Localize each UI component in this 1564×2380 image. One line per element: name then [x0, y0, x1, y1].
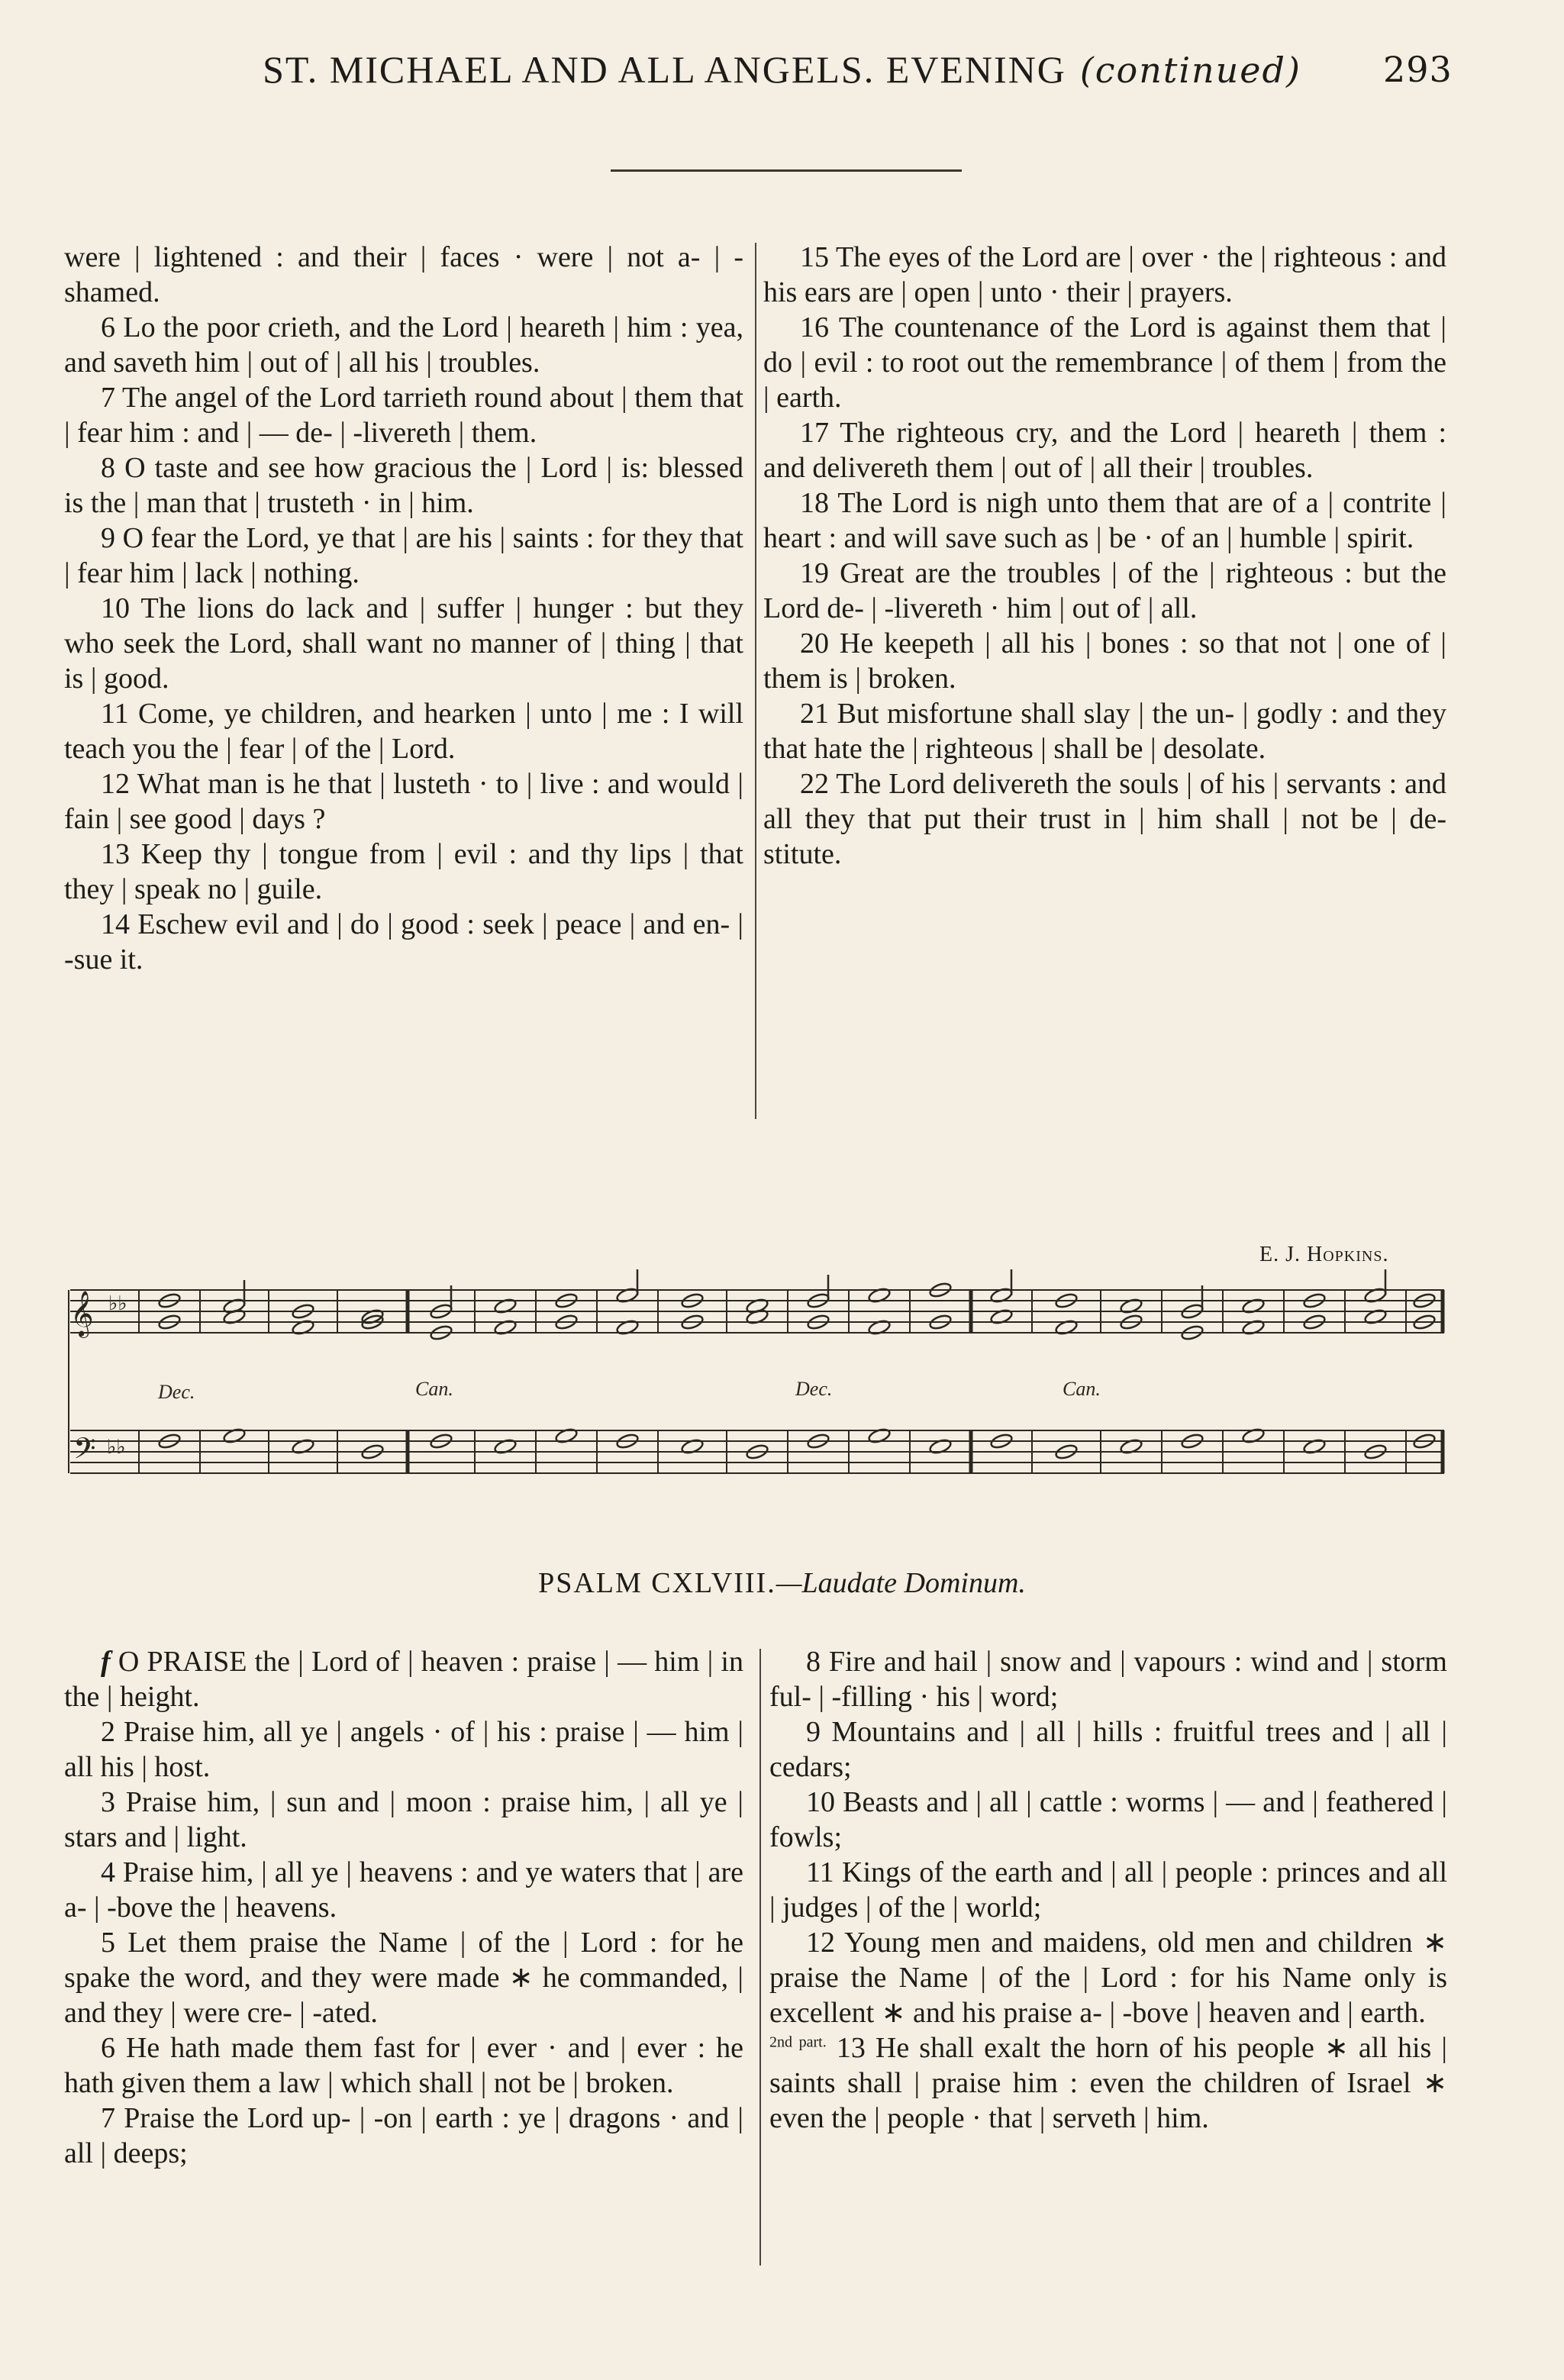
psalm-latin-title: —Laudate Dominum.: [776, 1567, 1026, 1599]
verse: 5 Let them praise the Name | of the | Lord : for he spake the word, and they were made ∗ he commanded, | and they | were cre- | -ated.: [64, 1927, 743, 2029]
psalm-number: PSALM CXLVIII.: [538, 1567, 776, 1599]
verse-text: 13 He shall exalt the horn of his people ∗ all his | saints shall | praise him : even the children of Israel ∗ even the | people · that | serveth | him.: [769, 2032, 1448, 2134]
verse: 11 Kings of the earth and | all | people : princes and all | judges | of the | world;: [769, 1856, 1447, 1924]
svg-text:𝄞: 𝄞: [70, 1291, 94, 1337]
verse: 17 The righteous cry, and the Lord | heareth | them : and delivereth them | out of | all their | troubles.: [763, 417, 1446, 484]
verse: 22 The Lord delivereth the souls | of his | servants : and all they that put their trust in | him shall | not be | de-stitute.: [763, 768, 1446, 870]
verse: 10 The lions do lack and | suffer | hunger : but they who seek the Lord, shall want no manner of | thing | that is | good.: [64, 592, 743, 695]
verse: 4 Praise him, | all ye | heavens : and ye waters that | are a- | -bove the | heavens.: [64, 1856, 743, 1924]
decani-mark: Dec.: [158, 1381, 195, 1403]
psalm34-left-column: [64, 240, 743, 977]
verse: 19 Great are the troubles | of the | righteous : but the Lord de- | -livereth · him | out of | all.: [763, 557, 1446, 624]
bass-staff: [70, 1430, 1444, 1473]
verse: 14 Eschew evil and | do | good : seek | peace | and en- | -sue it.: [64, 908, 743, 976]
svg-text:♭♭: ♭♭: [108, 1292, 127, 1315]
verse: 6 He hath made them fast for | ever · and | ever : he hath given them a law | which shall | not be | broken.: [64, 2032, 743, 2099]
psalm-title: [0, 1566, 1564, 1600]
column-divider: [755, 243, 756, 1119]
verse: 9 Mountains and | all | hills : fruitful trees and | all | cedars;: [769, 1716, 1447, 1783]
decani-mark: Dec.: [795, 1378, 833, 1400]
verse: 2 Praise him, all ye | angels · of | his : praise | — him | all his | host.: [64, 1716, 743, 1783]
chant-score: [63, 1267, 1449, 1496]
running-header: [0, 47, 1564, 92]
cantoris-mark: Can.: [1063, 1378, 1101, 1400]
psalm148-left-column: [64, 1644, 743, 2171]
verse: 8 O taste and see how gracious the | Lord | is: blessed is the | man that | trusteth · in | him.: [64, 452, 743, 519]
svg-text:𝄢: 𝄢: [73, 1431, 96, 1472]
dynamic-mark: f: [101, 1646, 111, 1678]
verse: 12 Young men and maidens, old men and children ∗ praise the Name | of the | Lord : for his Name only is excellent ∗ and his praise a- | -bove | heaven and | earth.: [769, 1927, 1447, 2029]
psalm148-right-column: [769, 1644, 1447, 2136]
verse: 9 O fear the Lord, ye that | are his | saints : for they that | fear him | lack | nothing.: [64, 522, 743, 589]
verse: 13 Keep thy | tongue from | evil : and thy lips | that they | speak no | guile.: [64, 838, 743, 905]
psalm34-right-column: [763, 240, 1446, 872]
verse: 11 Come, ye children, and hearken | unto | me : I will teach you the | fear | of the | Lord.: [64, 698, 743, 765]
verse: 18 The Lord is nigh unto them that are of a | contrite | heart : and will save such as | be · of an | humble | spirit.: [763, 487, 1446, 554]
verse: 12 What man is he that | lusteth · to | live : and would | fain | see good | days ?: [64, 768, 743, 835]
cantoris-mark: Can.: [415, 1378, 453, 1400]
verse-text: O PRAISE the | Lord of | heaven : praise | — him | in the | height.: [64, 1646, 743, 1713]
verse: 7 Praise the Lord up- | -on | earth : ye | dragons · and | all | deeps;: [64, 2102, 743, 2169]
verse: 15 The eyes of the Lord are | over · the | righteous : and his ears are | open | unto · their | prayers.: [763, 241, 1446, 308]
verse: were | lightened : and their | faces · were | not a- | -shamed.: [64, 241, 743, 308]
verse: 21 But misfortune shall slay | the un- | godly : and they that hate the | righteous | shall be | desolate.: [763, 698, 1446, 765]
verse: 7 The angel of the Lord tarrieth round about | them that | fear him : and | — de- | -livereth | them.: [64, 382, 743, 449]
header-title: ST. MICHAEL AND ALL ANGELS. EVENING: [263, 48, 1066, 91]
verse: 3 Praise him, | sun and | moon : praise him, | all ye | stars and | light.: [64, 1786, 743, 1853]
verse: 16 The countenance of the Lord is against them that | do | evil : to root out the remembrance | of them | from the | earth.: [763, 311, 1446, 414]
verse: 20 He keepeth | all his | bones : so that not | one of | them is | broken.: [763, 627, 1446, 695]
verse-second-part: [769, 2030, 1447, 2136]
column-divider: [759, 1649, 761, 2266]
verse: 8 Fire and hail | snow and | vapours : wind and | storm ful- | -filling · his | word;: [769, 1646, 1447, 1713]
header-continued: (continued): [1079, 50, 1301, 91]
verse: 10 Beasts and | all | cattle : worms | — and | feathered | fowls;: [769, 1786, 1447, 1853]
verse-first: [64, 1644, 743, 1714]
part-mark: 2nd part.: [769, 2033, 827, 2051]
verse: 6 Lo the poor crieth, and the Lord | heareth | him : yea, and saveth him | out of | all his | troubles.: [64, 311, 743, 379]
header-rule: [611, 169, 962, 172]
composer-credit: E. J. Hopkins.: [1259, 1243, 1389, 1266]
page-number: 293: [1383, 49, 1453, 90]
svg-text:♭♭: ♭♭: [107, 1436, 126, 1459]
